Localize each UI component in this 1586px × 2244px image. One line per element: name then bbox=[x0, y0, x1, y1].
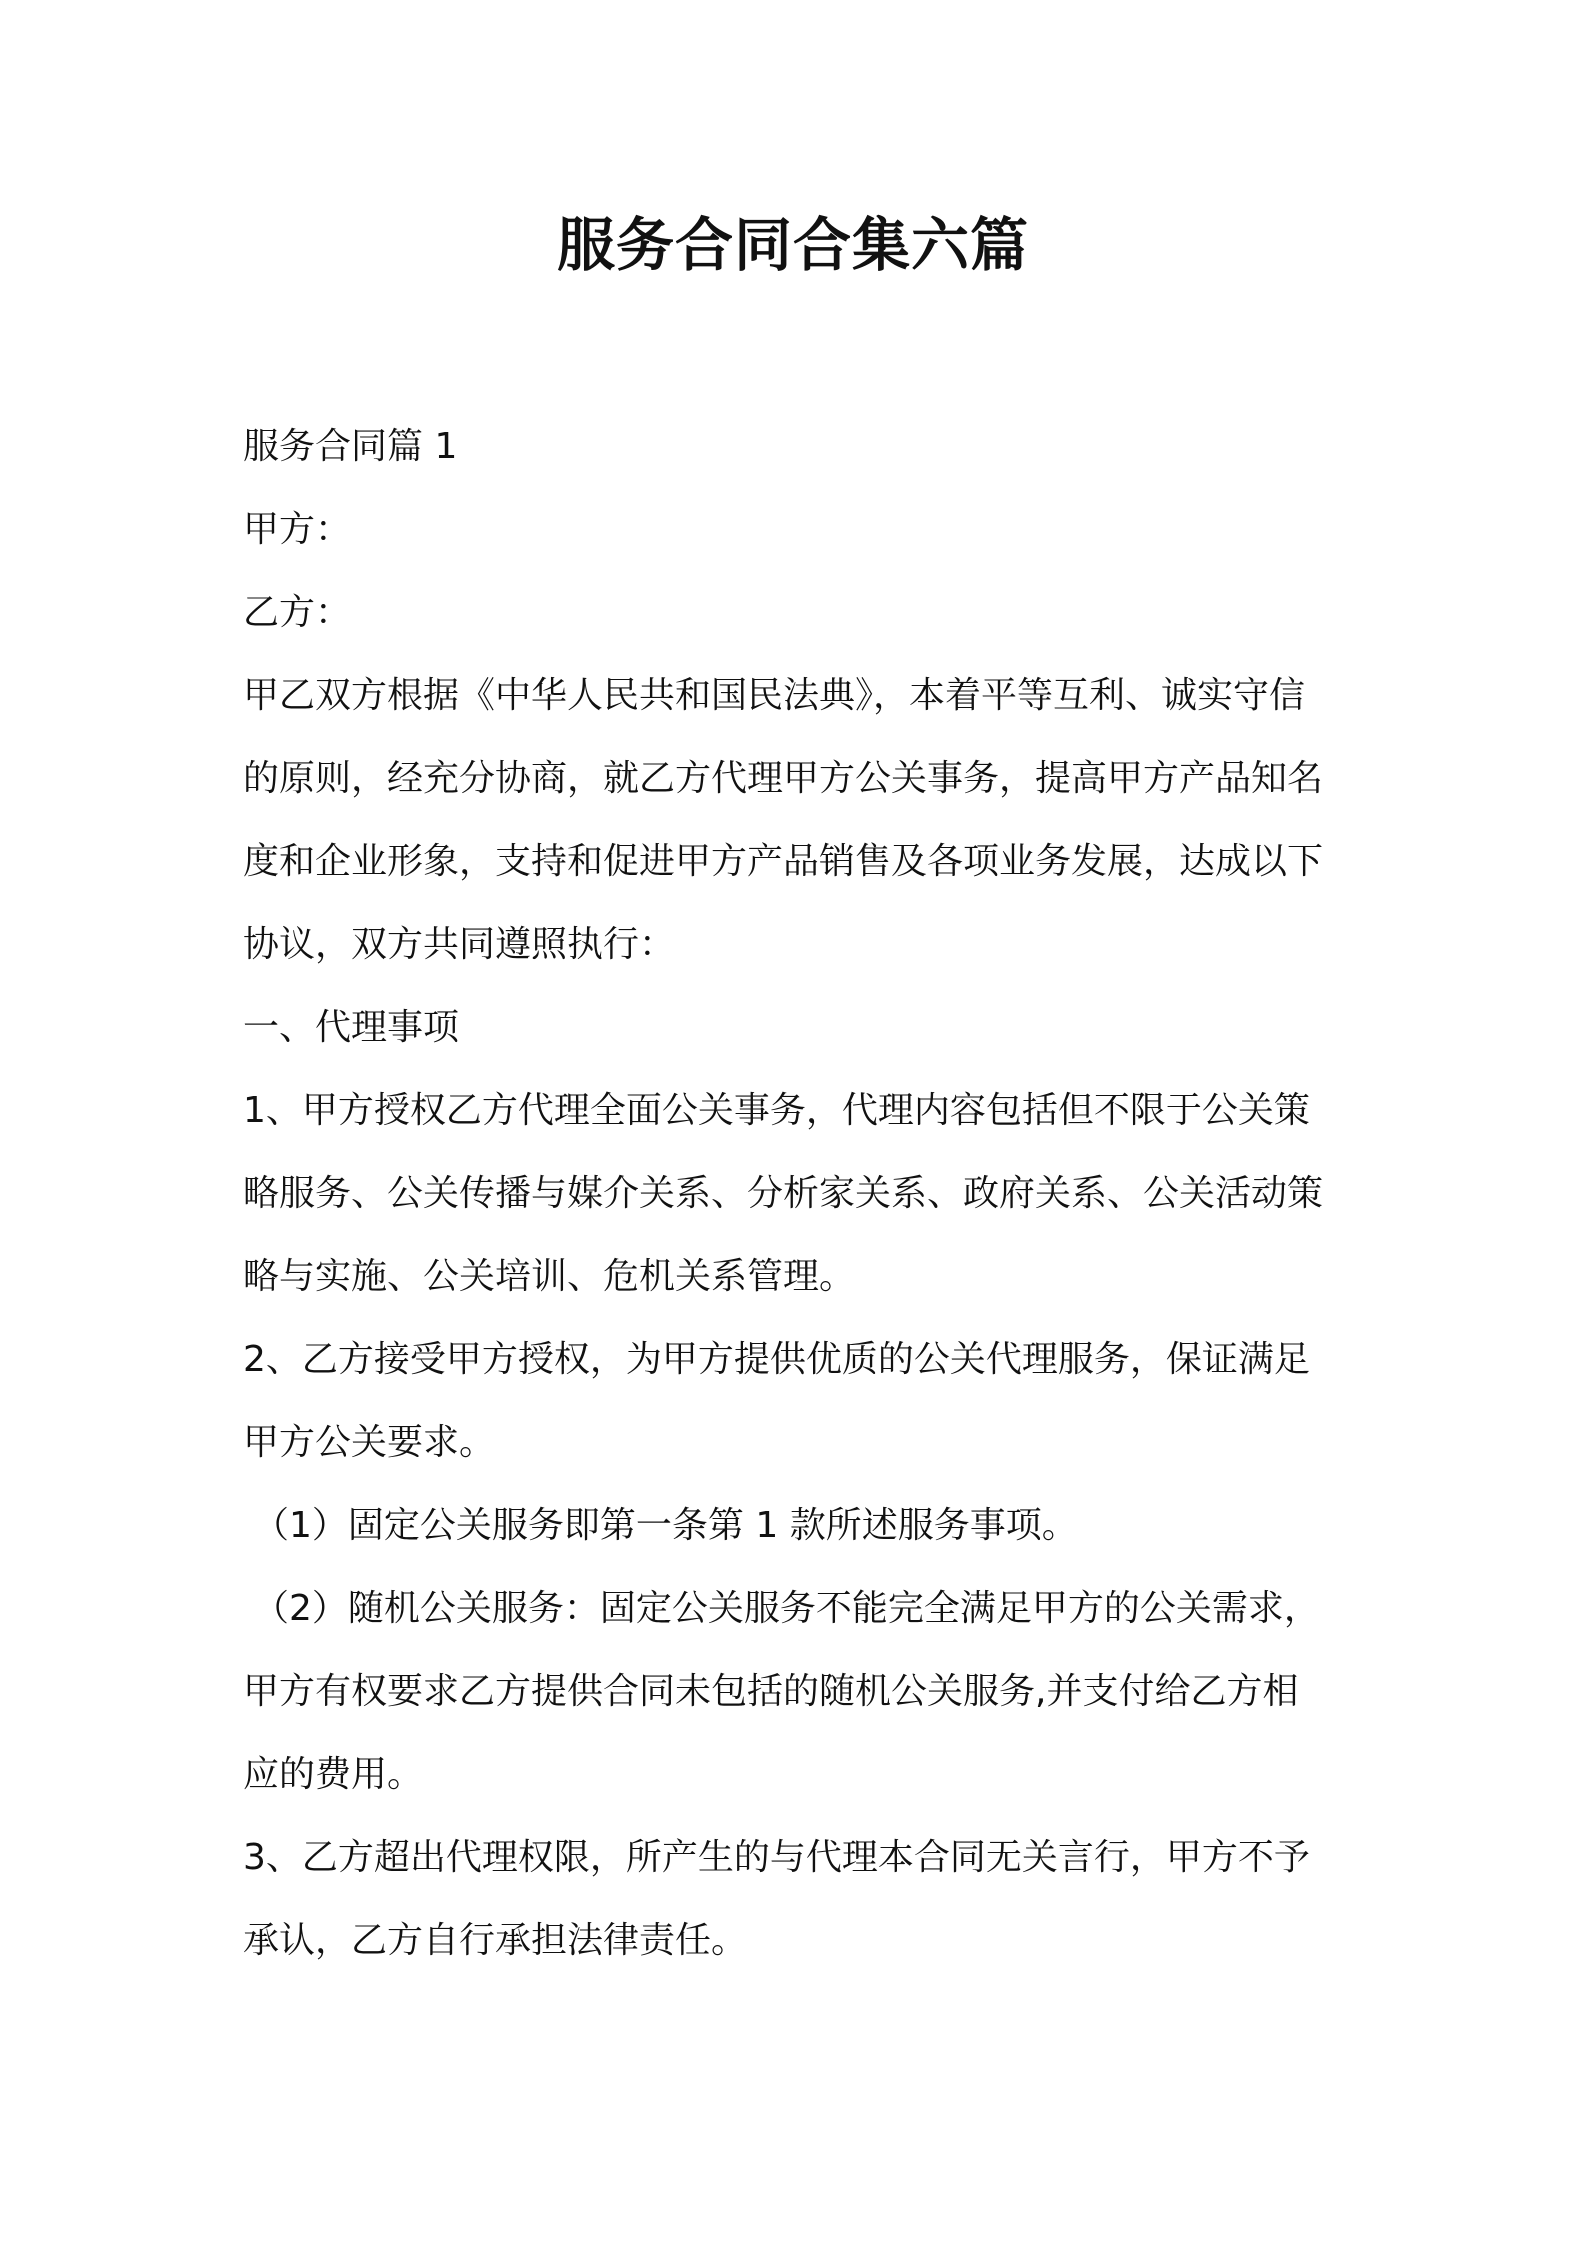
text-line: 甲乙双方根据《中华人民共和国民法典》，本着平等互利、诚实守信 bbox=[243, 675, 1306, 716]
text-line: 度和企业形象，支持和促进甲方产品销售及各项业务发展，达成以下 bbox=[243, 841, 1324, 882]
text-line: 的原则，经充分协商，就乙方代理甲方公关事务，提高甲方产品知名 bbox=[243, 758, 1324, 799]
text-line: 1、甲方授权乙方代理全面公关事务，代理内容包括但不限于公关策 bbox=[243, 1090, 1310, 1131]
text-line: 略与实施、公关培训、危机关系管理。 bbox=[243, 1256, 856, 1297]
party-b-line: 乙方： bbox=[243, 592, 352, 633]
text-line: 甲方有权要求乙方提供合同未包括的随机公关服务,并支付给乙方相 bbox=[243, 1671, 1299, 1712]
party-a-line: 甲方： bbox=[243, 509, 352, 550]
text-line: 甲方公关要求。 bbox=[243, 1422, 496, 1463]
document-body bbox=[243, 405, 1353, 1982]
clause-heading: 一、代理事项 bbox=[243, 1007, 460, 1048]
sub-clause-line: （1）固定公关服务即第一条第 1 款所述服务事项。 bbox=[253, 1505, 1078, 1546]
text-line: 应的费用。 bbox=[243, 1754, 424, 1795]
document-title: 服务合同合集六篇 bbox=[556, 211, 1029, 279]
text-line: 协议，双方共同遵照执行： bbox=[243, 924, 676, 965]
sub-clause-line: （2）随机公关服务：固定公关服务不能完全满足甲方的公关需求， bbox=[253, 1588, 1320, 1629]
text-line: 2、乙方接受甲方授权，为甲方提供优质的公关代理服务，保证满足 bbox=[243, 1339, 1310, 1380]
text-line: 略服务、公关传播与媒介关系、分析家关系、政府关系、公关活动策 bbox=[243, 1173, 1324, 1214]
text-line: 承认，乙方自行承担法律责任。 bbox=[243, 1920, 748, 1961]
section-heading: 服务合同篇 1 bbox=[243, 426, 458, 467]
text-line: 3、乙方超出代理权限，所产生的与代理本合同无关言行，甲方不予 bbox=[243, 1837, 1310, 1878]
